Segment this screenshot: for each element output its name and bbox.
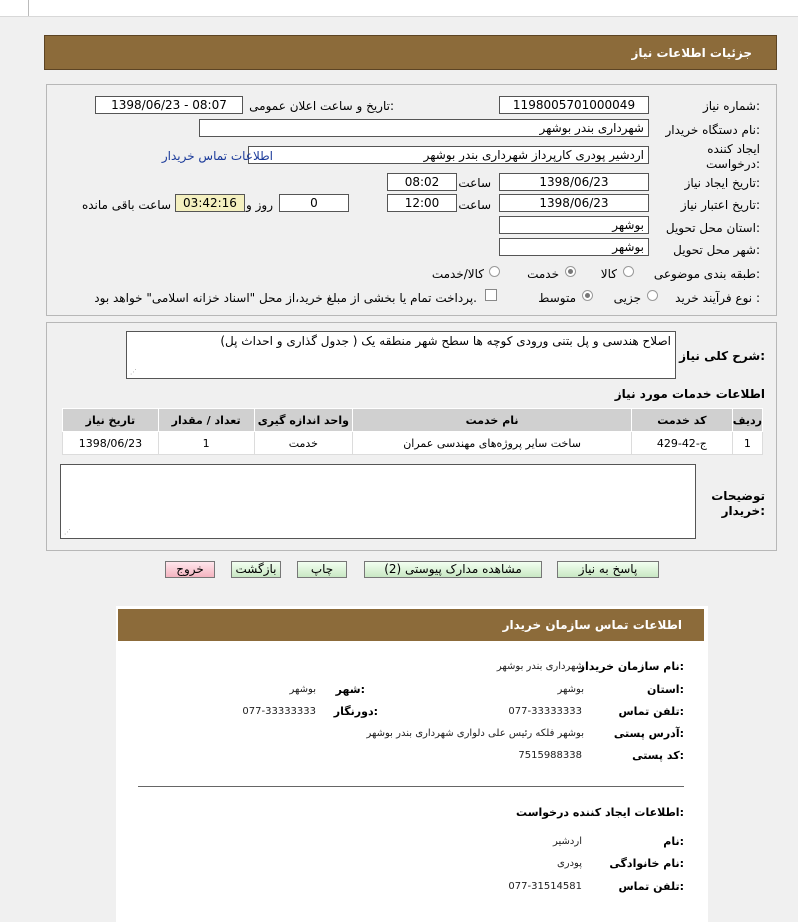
- category-radio-goods[interactable]: [623, 266, 634, 277]
- contact-divider: [138, 786, 684, 787]
- creator-name-label: نام:: [663, 835, 684, 848]
- validity-time-field: 12:00: [387, 194, 457, 212]
- category-radio-service[interactable]: [565, 266, 576, 277]
- process-label: نوع فرآیند خرید :: [675, 291, 760, 305]
- creator-family-label: نام خانوادگی:: [609, 857, 684, 870]
- days-field: 0: [279, 194, 349, 212]
- contact-address-label: آدرس پستی:: [613, 727, 684, 740]
- process-option-medium: متوسط: [538, 291, 576, 305]
- creator-field: اردشیر پودری کارپرداز شهرداری بندر بوشهر: [248, 146, 649, 164]
- col-service-name: نام خدمت: [353, 409, 632, 432]
- need-number-label: شماره نیاز:: [702, 99, 760, 113]
- creator-family-value: پودری: [556, 858, 582, 869]
- page-title: جزئیات اطلاعات نیاز: [631, 46, 752, 60]
- creator-label-2: درخواست:: [706, 157, 760, 171]
- col-row: ردیف: [732, 409, 762, 432]
- announce-field: 1398/06/23 - 08:07: [95, 96, 243, 114]
- contact-postal-label: کد پستی:: [632, 749, 684, 762]
- process-option-minor: جزیی: [613, 291, 641, 305]
- contact-province-value: بوشهر: [557, 684, 584, 695]
- category-option-service: خدمت: [527, 267, 559, 281]
- days-label: روز و: [246, 198, 273, 212]
- contact-postal-value: 7515988338: [518, 750, 582, 761]
- category-option-goods: کالا: [600, 267, 617, 281]
- province-label: استان محل تحویل:: [665, 221, 760, 235]
- col-service-code: کد خدمت: [631, 409, 732, 432]
- city-label: شهر محل تحویل:: [673, 243, 760, 257]
- province-field: بوشهر: [499, 216, 649, 234]
- contact-card-title: اطلاعات تماس سازمان خریدار: [502, 618, 682, 632]
- print-button[interactable]: چاپ: [297, 561, 347, 578]
- page-header: [44, 35, 777, 70]
- exit-button[interactable]: خروج: [165, 561, 215, 578]
- category-label: طبقه بندی موضوعی:: [653, 267, 760, 281]
- top-strip: [0, 0, 798, 17]
- contact-phone-value: 077-33333333: [508, 706, 582, 717]
- treasury-payment-checkbox[interactable]: [485, 289, 497, 301]
- created-hour-label: ساعت: [458, 176, 491, 190]
- contact-province-label: استان:: [646, 683, 684, 696]
- validity-hour-label: ساعت: [458, 198, 491, 212]
- reply-button[interactable]: پاسخ به نیاز: [557, 561, 659, 578]
- cell-need-date: 1398/06/23: [63, 432, 159, 455]
- cell-quantity: 1: [158, 432, 254, 455]
- creator-phone-value: 077-31514581: [508, 881, 582, 892]
- contact-city-label: شهر:: [335, 683, 365, 696]
- col-unit: واحد اندازه گیری: [254, 409, 353, 432]
- buyer-org-field: شهرداری بندر بوشهر: [199, 119, 649, 137]
- buyer-org-label: نام دستگاه خریدار:: [665, 123, 760, 137]
- treasury-payment-note: پرداخت تمام یا بخشی از مبلغ خرید،از محل "اسناد خزانه اسلامی" خواهد بود.: [94, 291, 477, 305]
- contact-org-value: شهرداری بندر بوشهر: [496, 661, 584, 672]
- creator-section-title: اطلاعات ایجاد کننده درخواست:: [516, 806, 684, 819]
- resize-grip-icon[interactable]: ⋰: [130, 368, 137, 376]
- category-radio-both[interactable]: [489, 266, 500, 277]
- col-need-date: تاریخ نیاز: [63, 409, 159, 432]
- remaining-label: ساعت باقی مانده: [81, 198, 171, 212]
- description-text: اصلاح هندسی و پل بتنی ورودی کوچه ها سطح شهر منطقه یک ( جدول گذاری و احداث پل): [220, 334, 671, 348]
- col-quantity: تعداد / مقدار: [158, 409, 254, 432]
- services-title: اطلاعات خدمات مورد نیاز: [614, 387, 765, 401]
- city-field: بوشهر: [499, 238, 649, 256]
- creator-phone-label: تلفن تماس:: [618, 880, 684, 893]
- services-header-row: [63, 409, 763, 432]
- contact-city-value: بوشهر: [289, 684, 316, 695]
- back-button[interactable]: بازگشت: [231, 561, 281, 578]
- buyer-contact-card: [116, 606, 708, 922]
- remaining-time-field: 03:42:16: [175, 194, 245, 212]
- cell-service-code: ج-42-429: [631, 432, 732, 455]
- buyer-notes-label-2: خریدار:: [721, 504, 765, 518]
- announce-label: تاریخ و ساعت اعلان عمومی:: [249, 99, 394, 113]
- created-date-label: تاریخ ایجاد نیاز:: [684, 176, 760, 190]
- view-attachments-button[interactable]: مشاهده مدارک پیوستی (2): [364, 561, 542, 578]
- validity-date-field: 1398/06/23: [499, 194, 649, 212]
- buyer-contact-link[interactable]: اطلاعات تماس خریدار: [161, 149, 273, 163]
- contact-phone-label: تلفن تماس:: [618, 705, 684, 718]
- created-date-field: 1398/06/23: [499, 173, 649, 191]
- process-radio-minor[interactable]: [647, 290, 658, 301]
- process-radio-medium[interactable]: [582, 290, 593, 301]
- category-option-both: کالا/خدمت: [431, 267, 484, 281]
- cell-row: 1: [732, 432, 762, 455]
- cell-unit: خدمت: [254, 432, 353, 455]
- cell-service-name: ساخت سایر پروژه‌های مهندسی عمران: [353, 432, 632, 455]
- buyer-notes-textarea[interactable]: [60, 464, 696, 539]
- created-time-field: 08:02: [387, 173, 457, 191]
- contact-org-label: نام سازمان خریدار:: [578, 660, 684, 673]
- buyer-notes-label-1: توضیحات: [711, 489, 765, 503]
- contact-card-header: [118, 609, 704, 641]
- description-textarea[interactable]: [126, 331, 676, 379]
- resize-grip-icon[interactable]: ⋰: [64, 528, 71, 536]
- creator-name-value: اردشیر: [553, 836, 582, 847]
- need-number-field: 1198005701000049: [499, 96, 649, 114]
- contact-address-value: بوشهر فلکه رئیس علی دلواری شهرداری بندر بوشهر: [366, 728, 584, 739]
- description-label: شرح کلی نیاز:: [679, 349, 765, 363]
- creator-label-1: ایجاد کننده: [707, 142, 760, 156]
- table-row: [63, 432, 763, 455]
- contact-fax-value: 077-33333333: [242, 706, 316, 717]
- contact-fax-label: دورنگار:: [333, 705, 378, 718]
- validity-date-label: تاریخ اعتبار نیاز:: [680, 198, 760, 212]
- services-table: [62, 408, 763, 455]
